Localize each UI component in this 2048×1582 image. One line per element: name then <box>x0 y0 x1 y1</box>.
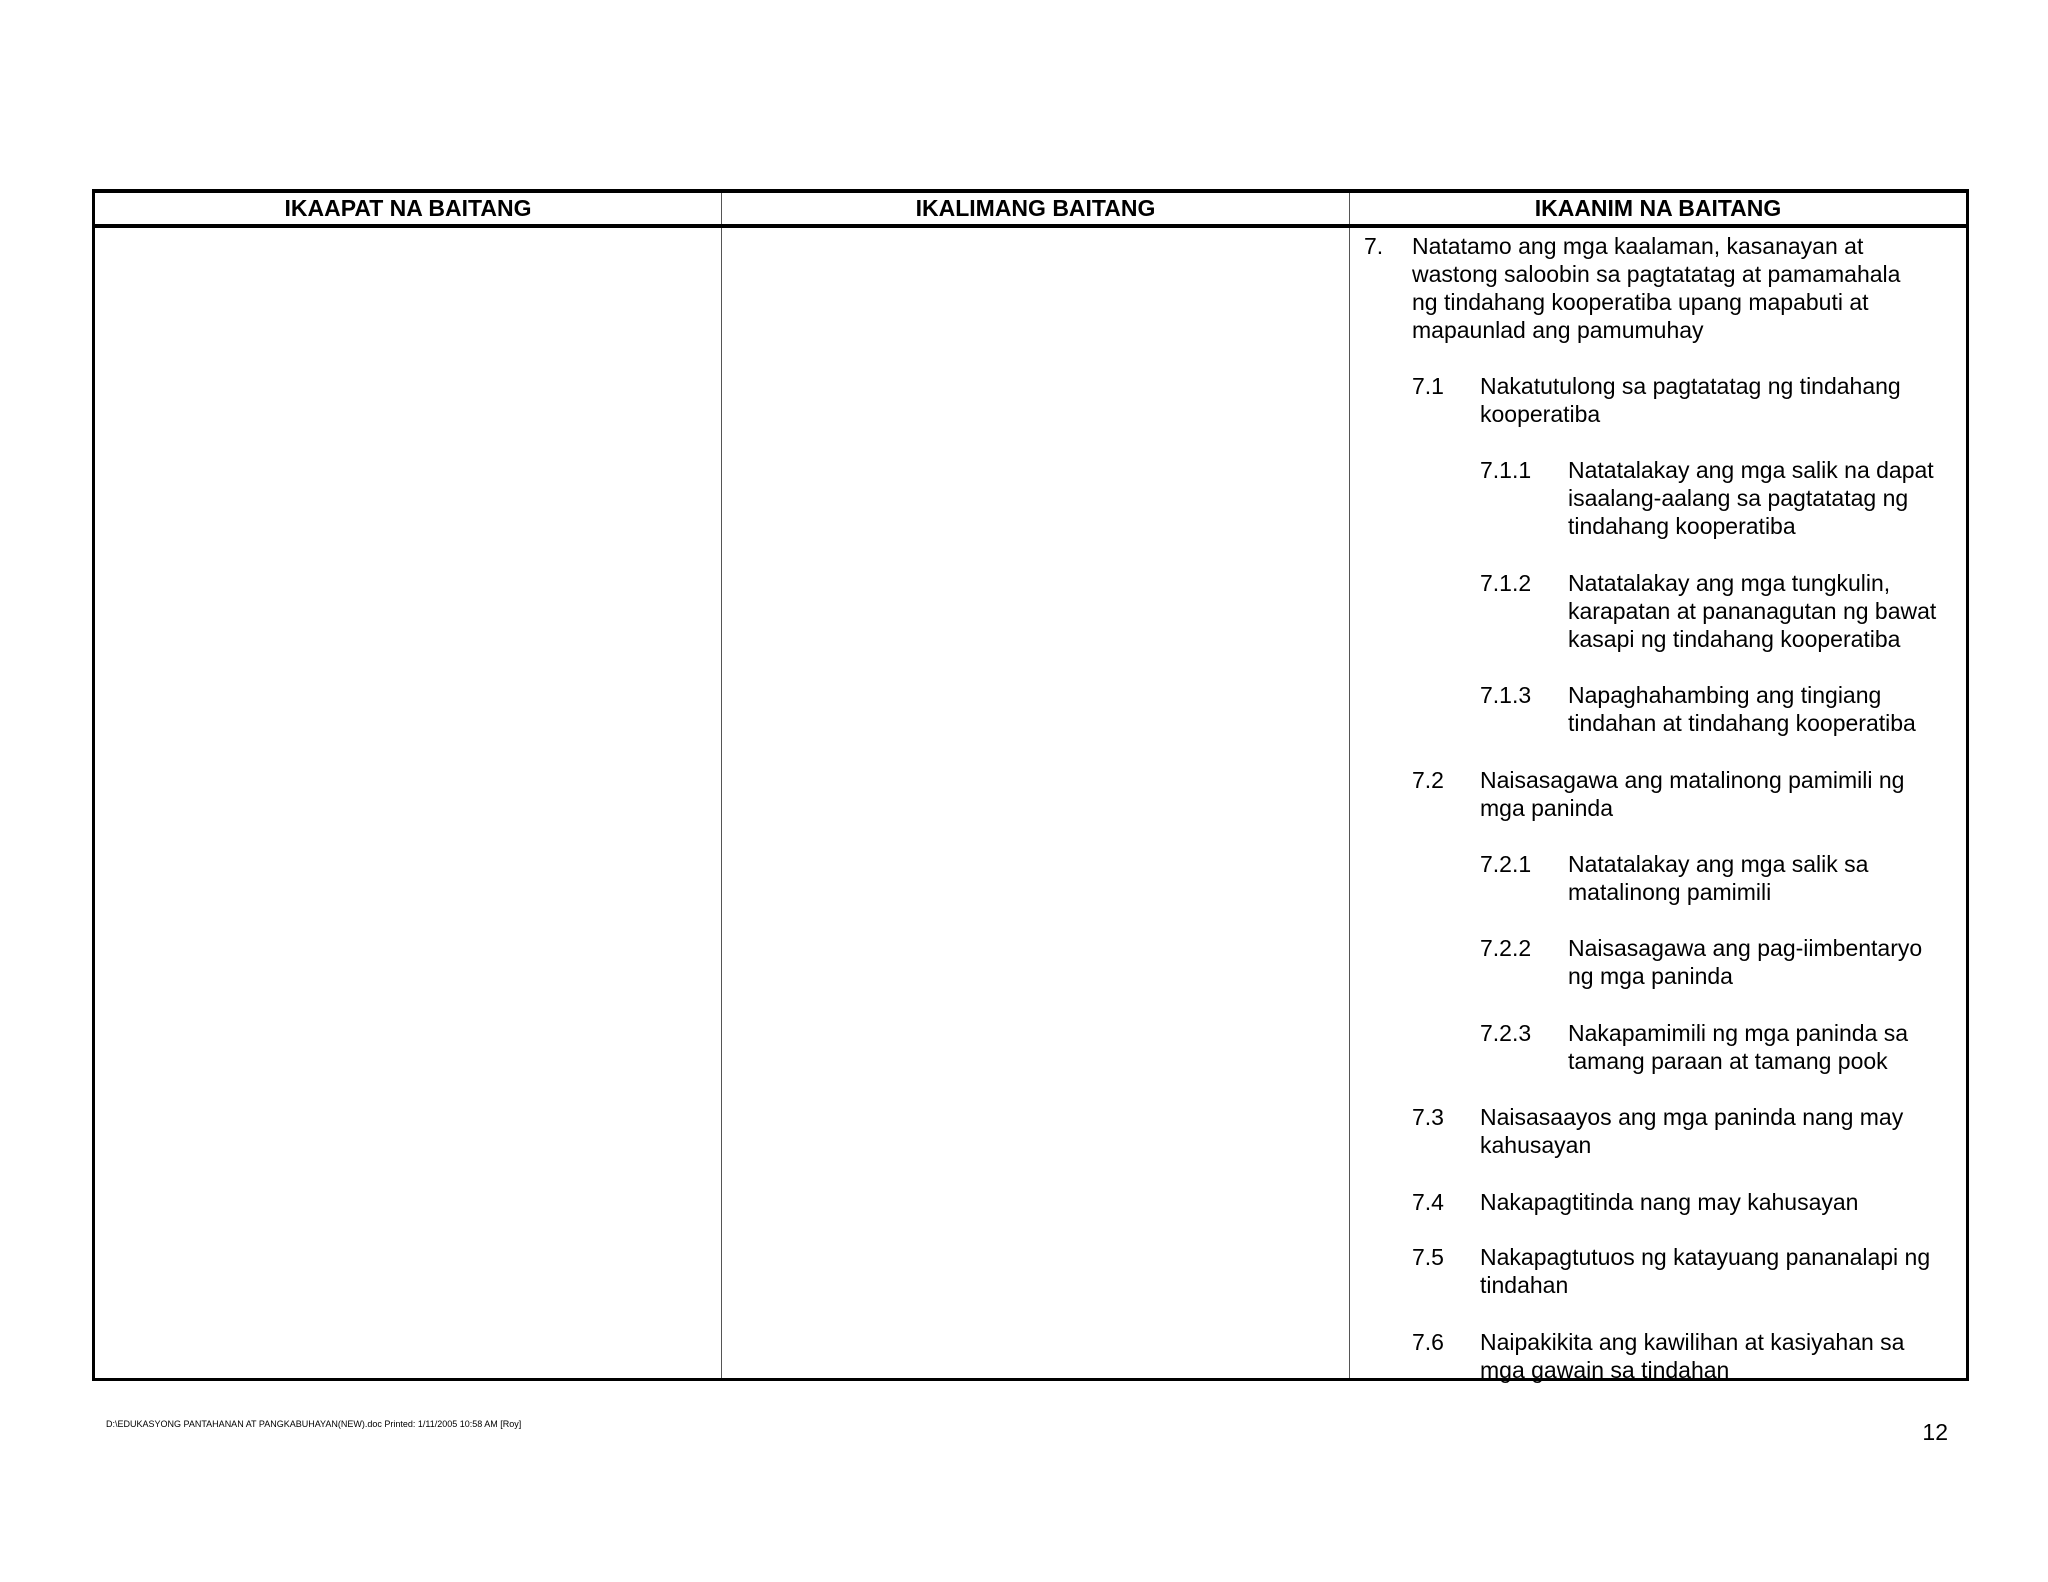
table-header-row <box>94 191 1968 226</box>
item-number: 7.1.2 <box>1480 570 1532 596</box>
list-item <box>1412 766 1940 822</box>
item-text <box>1568 850 1868 906</box>
item-text-line: isaalang-aalang sa pagtatatag ng <box>1568 485 1909 511</box>
list-item <box>1480 569 1940 653</box>
item-text-line: tindahang kooperatiba <box>1568 513 1796 539</box>
item-text <box>1412 232 1900 344</box>
item-text-line: Naipakikita ang kawilihan at kasiyahan sa <box>1480 1329 1905 1355</box>
item-text <box>1480 1188 1858 1216</box>
list-item <box>1480 456 1940 540</box>
item-text-line: mga paninda <box>1480 795 1613 821</box>
item-number: 7.2.3 <box>1480 1020 1532 1046</box>
item-text-line: kooperatiba <box>1480 401 1601 427</box>
item-text-line: Nakapagtutuos ng katayuang pananalapi ng <box>1480 1244 1931 1270</box>
item-text-line: Naisasagawa ang pag-iimbentaryo <box>1568 935 1923 961</box>
item-text <box>1568 681 1916 737</box>
item-number: 7.4 <box>1412 1189 1444 1215</box>
item-text-line: Natatalakay ang mga tungkulin, <box>1568 570 1891 596</box>
list-item <box>1412 1188 1940 1216</box>
item-text-line: Natatalakay ang mga salik sa <box>1568 851 1869 877</box>
curriculum-table <box>92 189 1969 1381</box>
item-number: 7.6 <box>1412 1329 1444 1355</box>
cell-ikalimang-baitang <box>722 226 1350 1380</box>
item-number: 7. <box>1364 233 1384 259</box>
item-text-line: karapatan at pananagutan ng bawat <box>1568 598 1937 624</box>
item-text <box>1568 456 1934 540</box>
item-text-line: Nakapagtitinda nang may kahusayan <box>1480 1189 1859 1215</box>
cell-ikaapat-na-baitang <box>94 226 722 1380</box>
list-item <box>1412 1103 1940 1159</box>
list-item <box>1480 934 1940 990</box>
item-text-line: kahusayan <box>1480 1132 1592 1158</box>
item-text-line: wastong saloobin sa pagtatatag at pamamahala <box>1412 261 1901 287</box>
objective-7 <box>1364 232 1954 344</box>
item-text-line: ng tindahang kooperatiba upang mapabuti at <box>1412 289 1869 315</box>
item-text <box>1480 1103 1903 1159</box>
page-number: 12 <box>1922 1419 1948 1445</box>
item-text <box>1480 1328 1904 1384</box>
item-text-line: tindahan <box>1480 1272 1569 1298</box>
item-number: 7.5 <box>1412 1244 1444 1270</box>
item-number: 7.1 <box>1412 373 1444 399</box>
item-text-line: kasapi ng tindahang kooperatiba <box>1568 626 1901 652</box>
item-text-line: Naisasagawa ang matalinong pamimili ng <box>1480 767 1905 793</box>
table-body-row <box>94 226 1968 1380</box>
header-ikaapat-na-baitang: IKAAPAT NA BAITANG <box>94 191 722 226</box>
item-text <box>1480 372 1901 428</box>
item-text-line: matalinong pamimili <box>1568 879 1772 905</box>
list-item <box>1412 1243 1940 1299</box>
item-number: 7.2.2 <box>1480 935 1532 961</box>
item-text-line: Nakapamimili ng mga paninda sa <box>1568 1020 1909 1046</box>
cell-ikaanim-na-baitang <box>1350 226 1968 1383</box>
item-text-line: Nakatutulong sa pagtatatag ng tindahang <box>1480 373 1901 399</box>
item-text-line: ng mga paninda <box>1568 963 1733 989</box>
item-number: 7.2.1 <box>1480 851 1532 877</box>
item-number: 7.3 <box>1412 1104 1444 1130</box>
header-ikalimang-baitang: IKALIMANG BAITANG <box>722 191 1350 226</box>
item-text <box>1480 766 1904 822</box>
item-number: 7.1.3 <box>1480 682 1532 708</box>
item-text-line: mapaunlad ang pamumuhay <box>1412 317 1704 343</box>
list-item <box>1412 1328 1940 1384</box>
list-item <box>1480 850 1940 906</box>
grade6-competencies <box>1350 228 1966 1383</box>
footer-file-path: D:\EDUKASYONG PANTAHANAN AT PANGKABUHAYAN(NEW).doc Printed: 1/11/2005 10:58 AM [Roy] <box>106 1419 522 1429</box>
list-item <box>1480 1019 1940 1075</box>
header-ikaanim-na-baitang: IKAANIM NA BAITANG <box>1350 191 1968 226</box>
item-text-line: Naisasaayos ang mga paninda nang may <box>1480 1104 1904 1130</box>
item-text-line: tamang paraan at tamang pook <box>1568 1048 1888 1074</box>
item-text-line: mga gawain sa tindahan <box>1480 1357 1730 1383</box>
item-text-line: Natatamo ang mga kaalaman, kasanayan at <box>1412 233 1864 259</box>
item-text-line: Natatalakay ang mga salik na dapat <box>1568 457 1934 483</box>
list-item <box>1412 372 1940 428</box>
item-number: 7.2 <box>1412 767 1444 793</box>
item-text <box>1480 1243 1930 1299</box>
item-text <box>1568 934 1922 990</box>
item-text-line: tindahan at tindahang kooperatiba <box>1568 710 1916 736</box>
item-number: 7.1.1 <box>1480 457 1532 483</box>
item-text <box>1568 1019 1908 1075</box>
list-item <box>1480 681 1940 737</box>
item-text <box>1568 569 1936 653</box>
item-text-line: Napaghahambing ang tingiang <box>1568 682 1882 708</box>
